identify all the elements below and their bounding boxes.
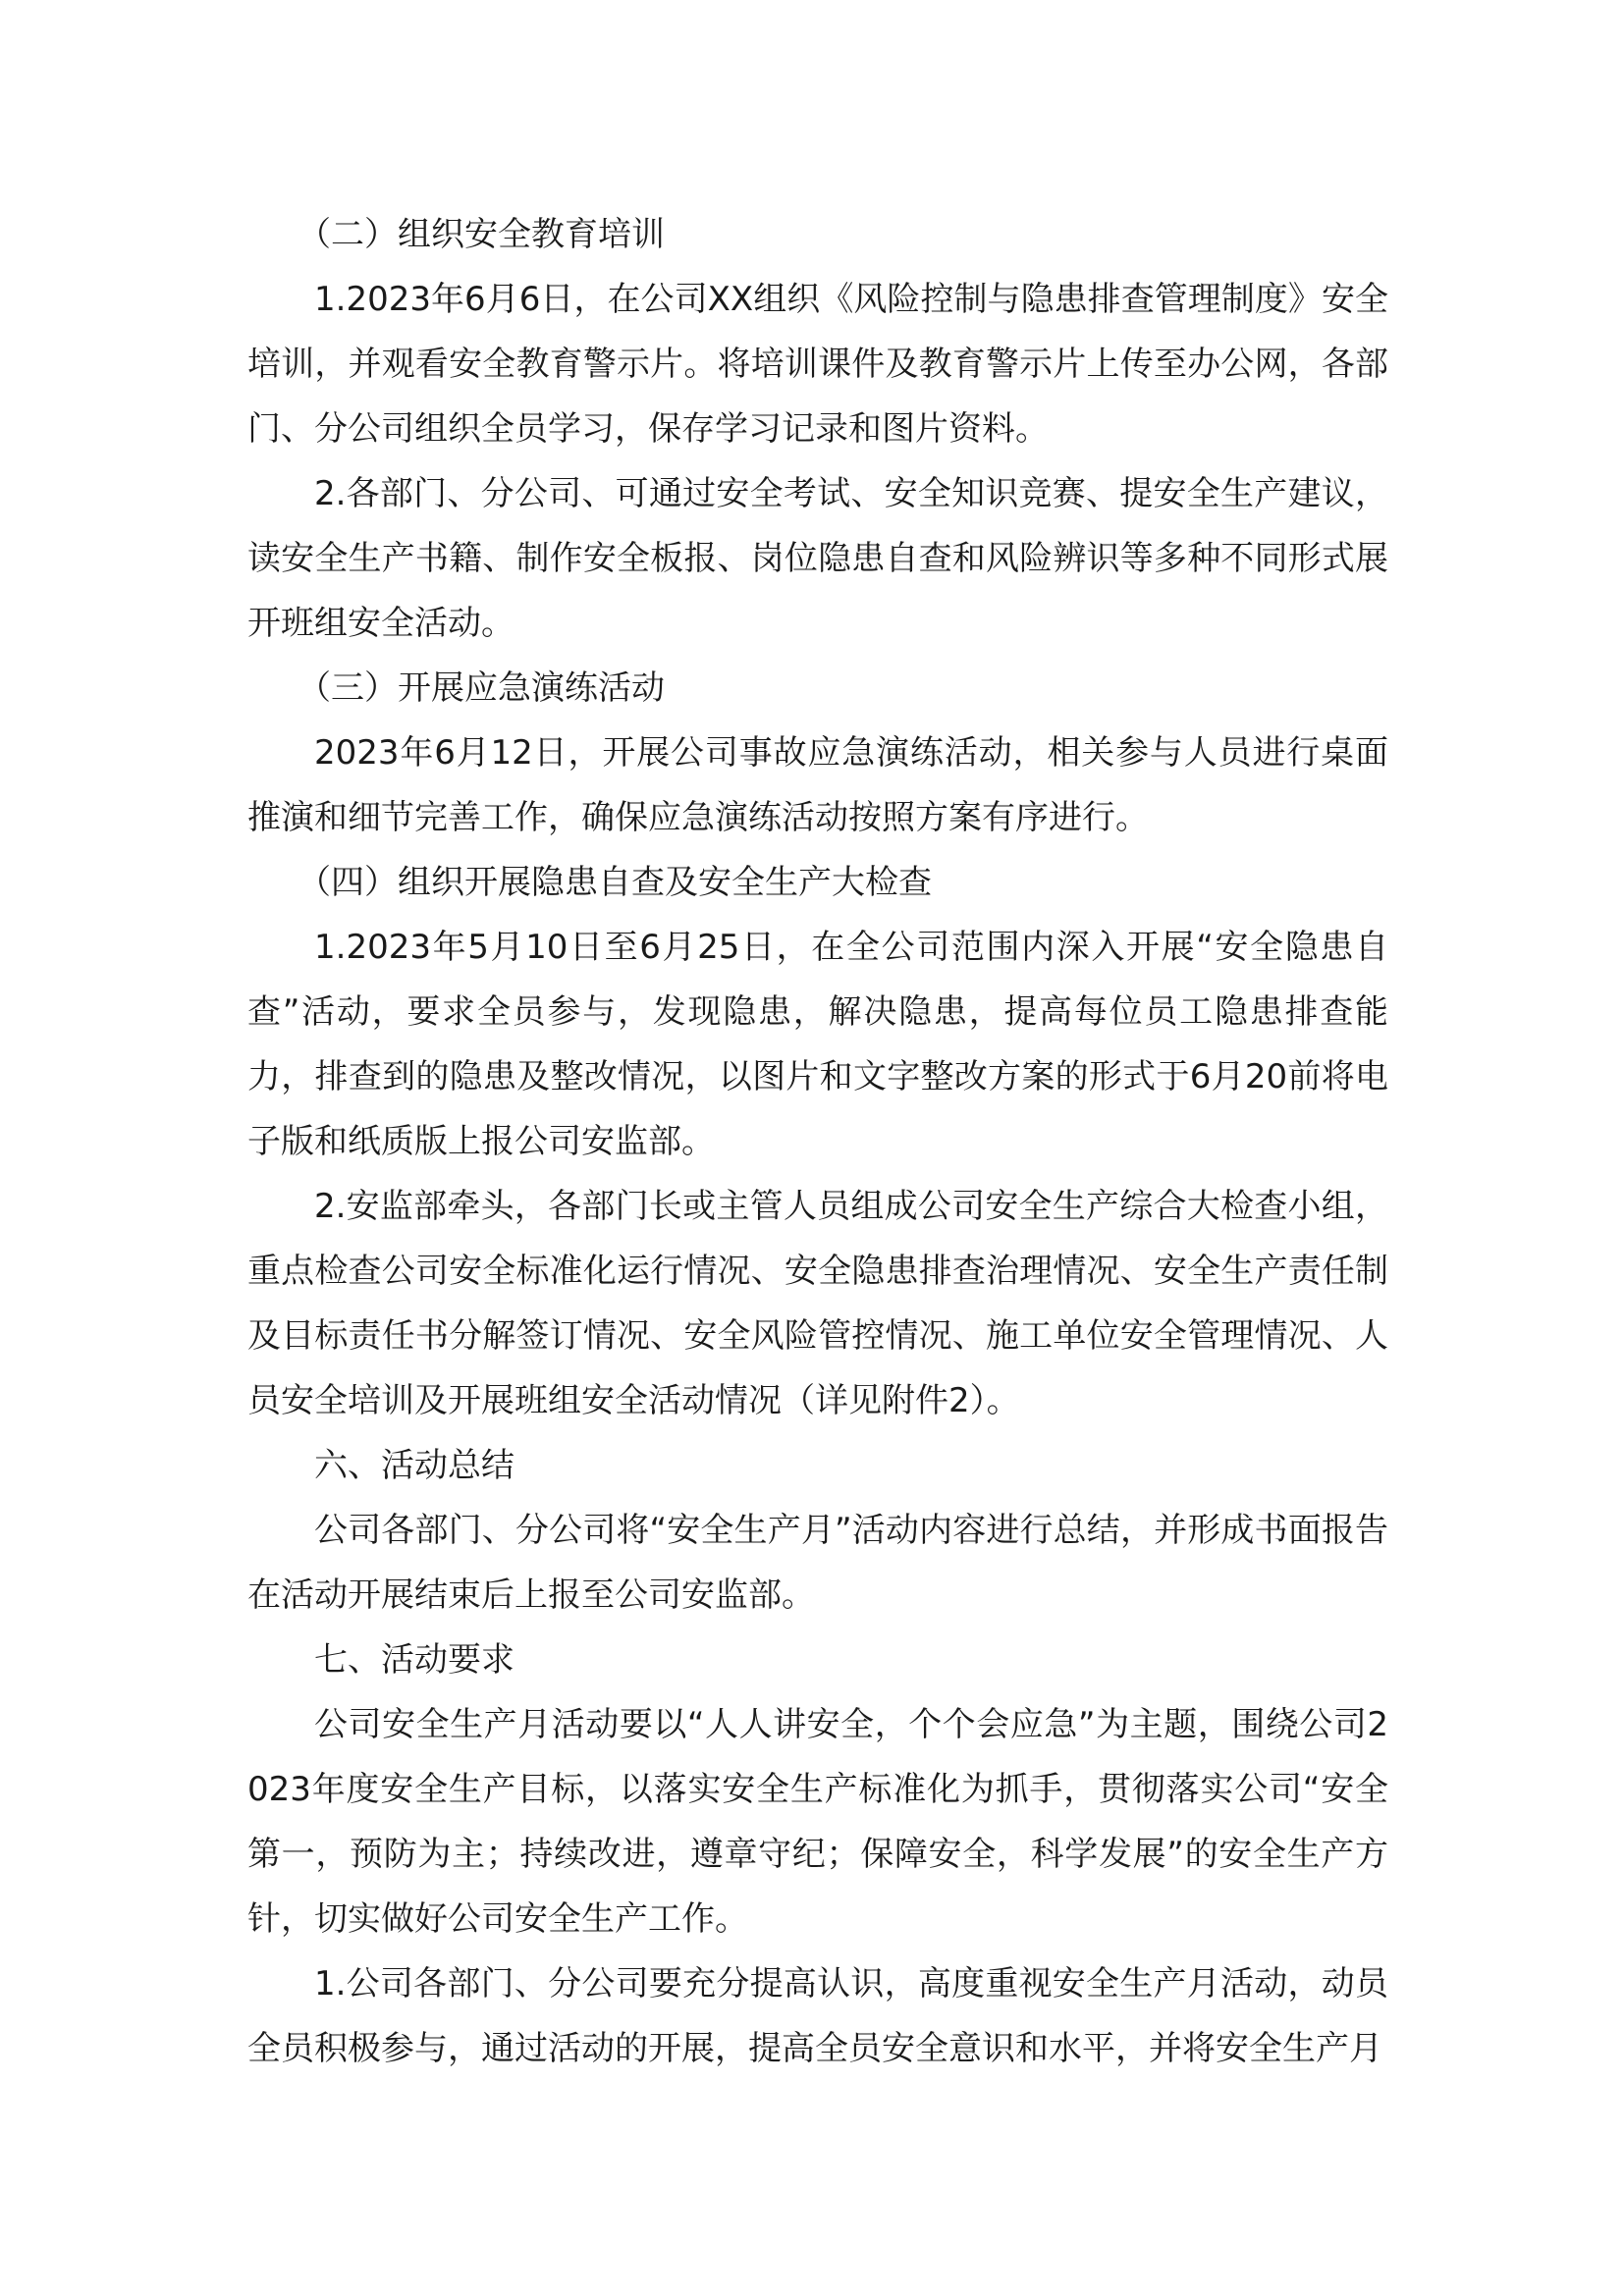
section-heading-3: （三）开展应急演练活动 [298, 668, 665, 708]
paragraph-inspection-2: 2.安监部牵头，各部门长或主管人员组成公司安全生产综合大检查小组，重点检查公司安全标准化运行情况、安全隐患排查治理情况、安全生产责任制及目标责任书分解签订情况、安全风险管控情况、施工单位安全管理情况、人员安全培训及开展班组安全活动情况（详见附件2）。 [247, 1187, 1388, 1420]
paragraph-requirements-1: 1.公司各部门、分公司要充分提高认识，高度重视安全生产月活动，动员全员积极参与，通过活动的开展，提高全员安全意识和水平，并将安全生产月 [247, 1964, 1388, 2068]
paragraph-drill: 2023年6月12日，开展公司事故应急演练活动，相关参与人员进行桌面推演和细节完善工作，确保应急演练活动按照方案有序进行。 [247, 733, 1388, 837]
section-heading-requirements: 七、活动要求 [314, 1640, 514, 1680]
section-heading-2: （二）组织安全教育培训 [298, 215, 665, 254]
section-heading-4: （四）组织开展隐患自查及安全生产大检查 [298, 863, 932, 902]
paragraph-training-1: 1.2023年6月6日，在公司XX组织《风险控制与隐患排查管理制度》安全培训，并观看安全教育警示片。将培训课件及教育警示片上传至办公网，各部门、分公司组织全员学习，保存学习记录和图片资料。 [247, 280, 1388, 449]
paragraph-inspection-1: 1.2023年5月10日至6月25日，在全公司范围内深入开展“安全隐患自查”活动，要求全员参与，发现隐患，解决隐患，提高每位员工隐患排查能力，排查到的隐患及整改情况，以图片和文字整改方案的形式于6月20前将电子版和纸质版上报公司安监部。 [247, 928, 1388, 1161]
section-heading-summary: 六、活动总结 [314, 1446, 514, 1485]
document-page [247, 202, 1388, 2081]
paragraph-summary: 公司各部门、分公司将“安全生产月”活动内容进行总结，并形成书面报告在活动开展结束后上报至公司安监部。 [247, 1511, 1388, 1615]
paragraph-requirements-intro: 公司安全生产月活动要以“人人讲安全，个个会应急”为主题，围绕公司2023年度安全生产目标，以落实安全生产标准化为抓手，贯彻落实公司“安全第一，预防为主；持续改进，遵章守纪；保障安全，科学发展”的安全生产方针，切实做好公司安全生产工作。 [247, 1705, 1388, 1939]
paragraph-training-2: 2.各部门、分公司、可通过安全考试、安全知识竞赛、提安全生产建议，读安全生产书籍、制作安全板报、岗位隐患自查和风险辨识等多种不同形式展开班组安全活动。 [247, 474, 1388, 643]
